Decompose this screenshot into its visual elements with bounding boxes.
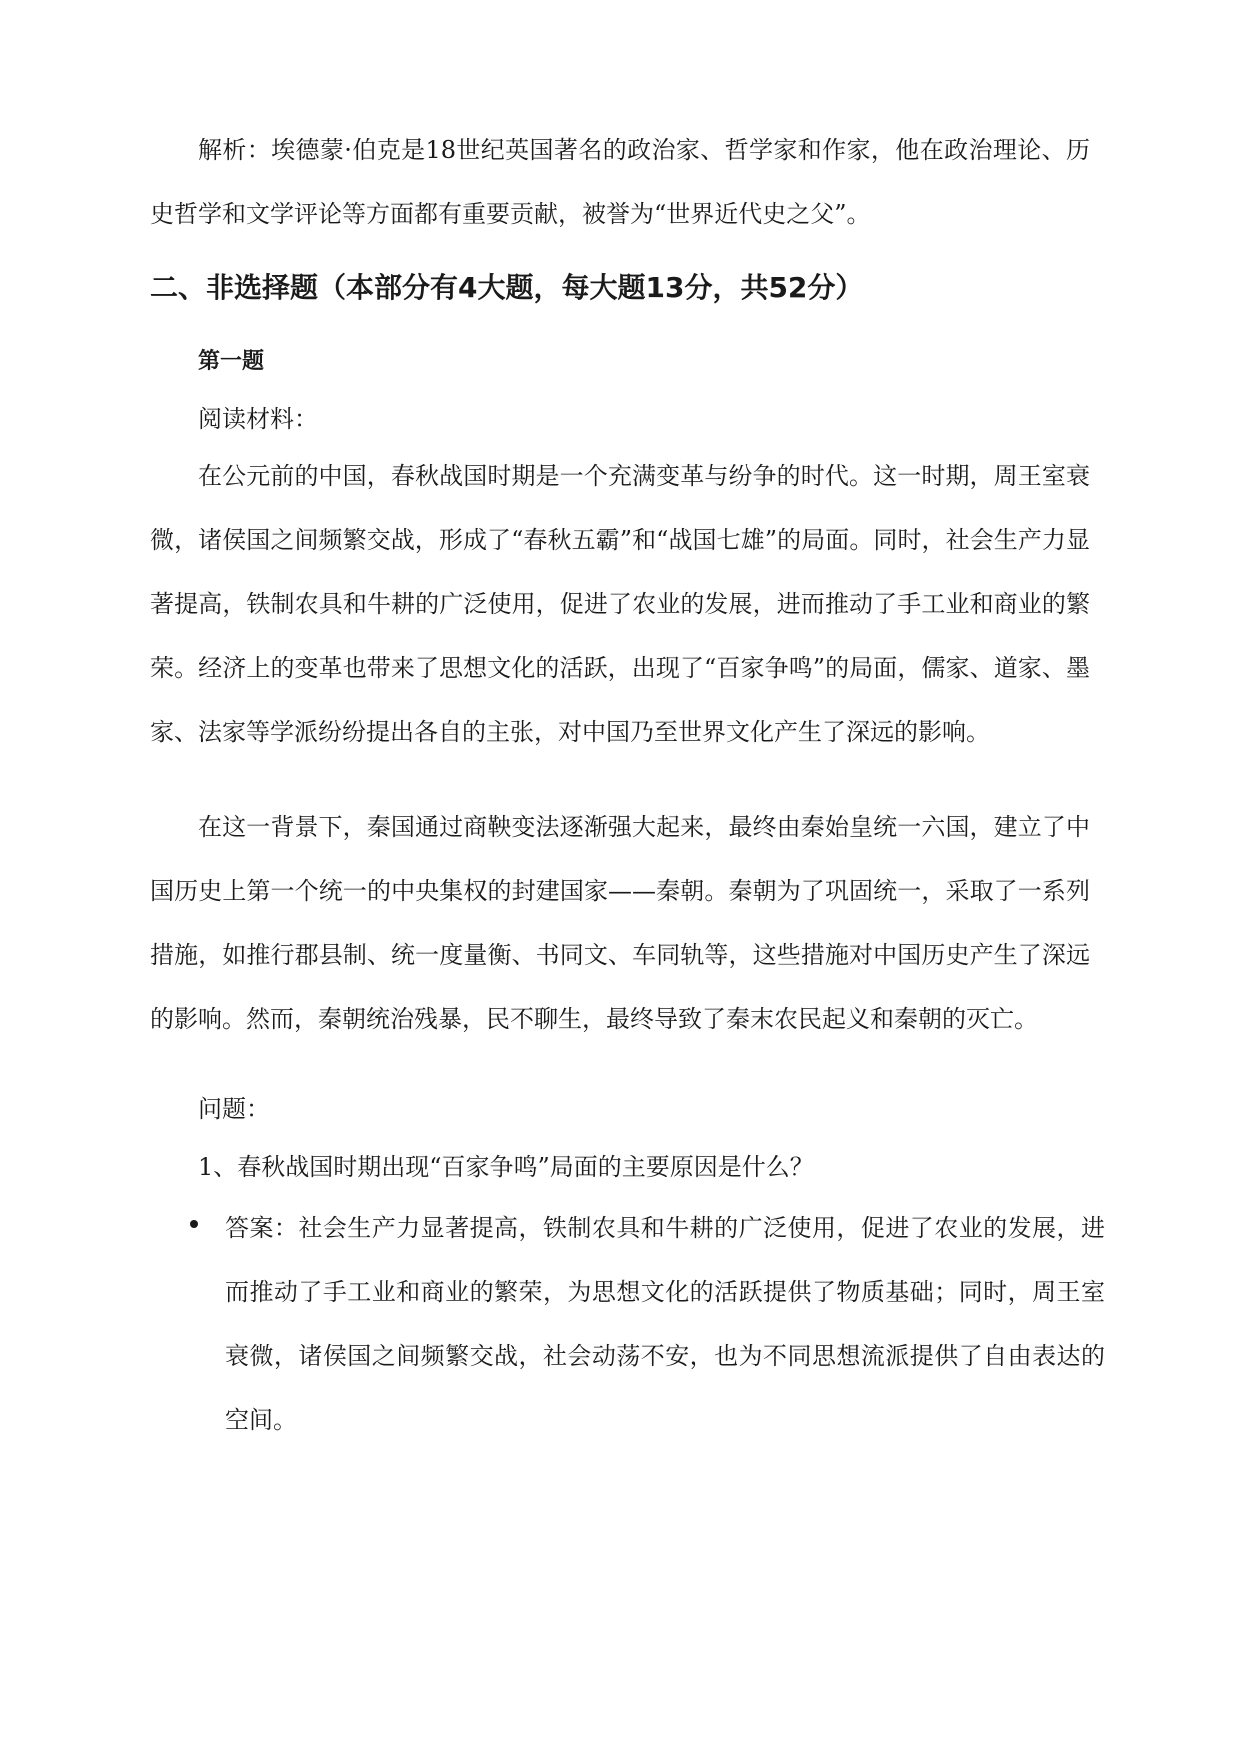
questions-label: 问题： (198, 1095, 270, 1123)
question-title: 第一题 (198, 349, 265, 374)
answer-text: 答案：社会生产力显著提高，铁制农具和牛耕的广泛使用，促进了农业的发展，进而推动了手工业和商业的繁荣，为思想文化的活跃提供了物质基础；同时，周王室衰微，诸侯国之间频繁交战，社会动荡不安，也为不同思想流派提供了自由表达的空间。 (225, 1214, 1105, 1434)
material-label: 阅读材料： (198, 405, 318, 433)
material-paragraph-2: 在这一背景下，秦国通过商鞅变法逐渐强大起来，最终由秦始皇统一六国，建立了中国历史上第一个统一的中央集权的封建国家——秦朝。秦朝为了巩固统一，采取了一系列措施，如推行郡县制、统一度量衡、书同文、车同轨等，这些措施对中国历史产生了深远的影响。然而，秦朝统治残暴，民不聊生，最终导致了秦末农民起义和秦朝的灭亡。 (150, 813, 1090, 1033)
analysis-paragraph: 解析：埃德蒙·伯克是18世纪英国著名的政治家、哲学家和作家，他在政治理论、历史哲学和文学评论等方面都有重要贡献，被誉为“世界近代史之父”。 (150, 136, 1090, 228)
answer-list-item (190, 1196, 1110, 1452)
bullet-icon (190, 1220, 198, 1228)
section-heading: 二、非选择题（本部分有4大题，每大题13分，共52分） (150, 271, 864, 304)
material-paragraph-1: 在公元前的中国，春秋战国时期是一个充满变革与纷争的时代。这一时期，周王室衰微，诸侯国之间频繁交战，形成了“春秋五霸”和“战国七雄”的局面。同时，社会生产力显著提高，铁制农具和牛耕的广泛使用，促进了农业的发展，进而推动了手工业和商业的繁荣。经济上的变革也带来了思想文化的活跃，出现了“百家争鸣”的局面，儒家、道家、墨家、法家等学派纷纷提出各自的主张，对中国乃至世界文化产生了深远的影响。 (150, 462, 1090, 746)
question-item-1: 1、春秋战国时期出现“百家争鸣”局面的主要原因是什么？ (198, 1153, 814, 1181)
